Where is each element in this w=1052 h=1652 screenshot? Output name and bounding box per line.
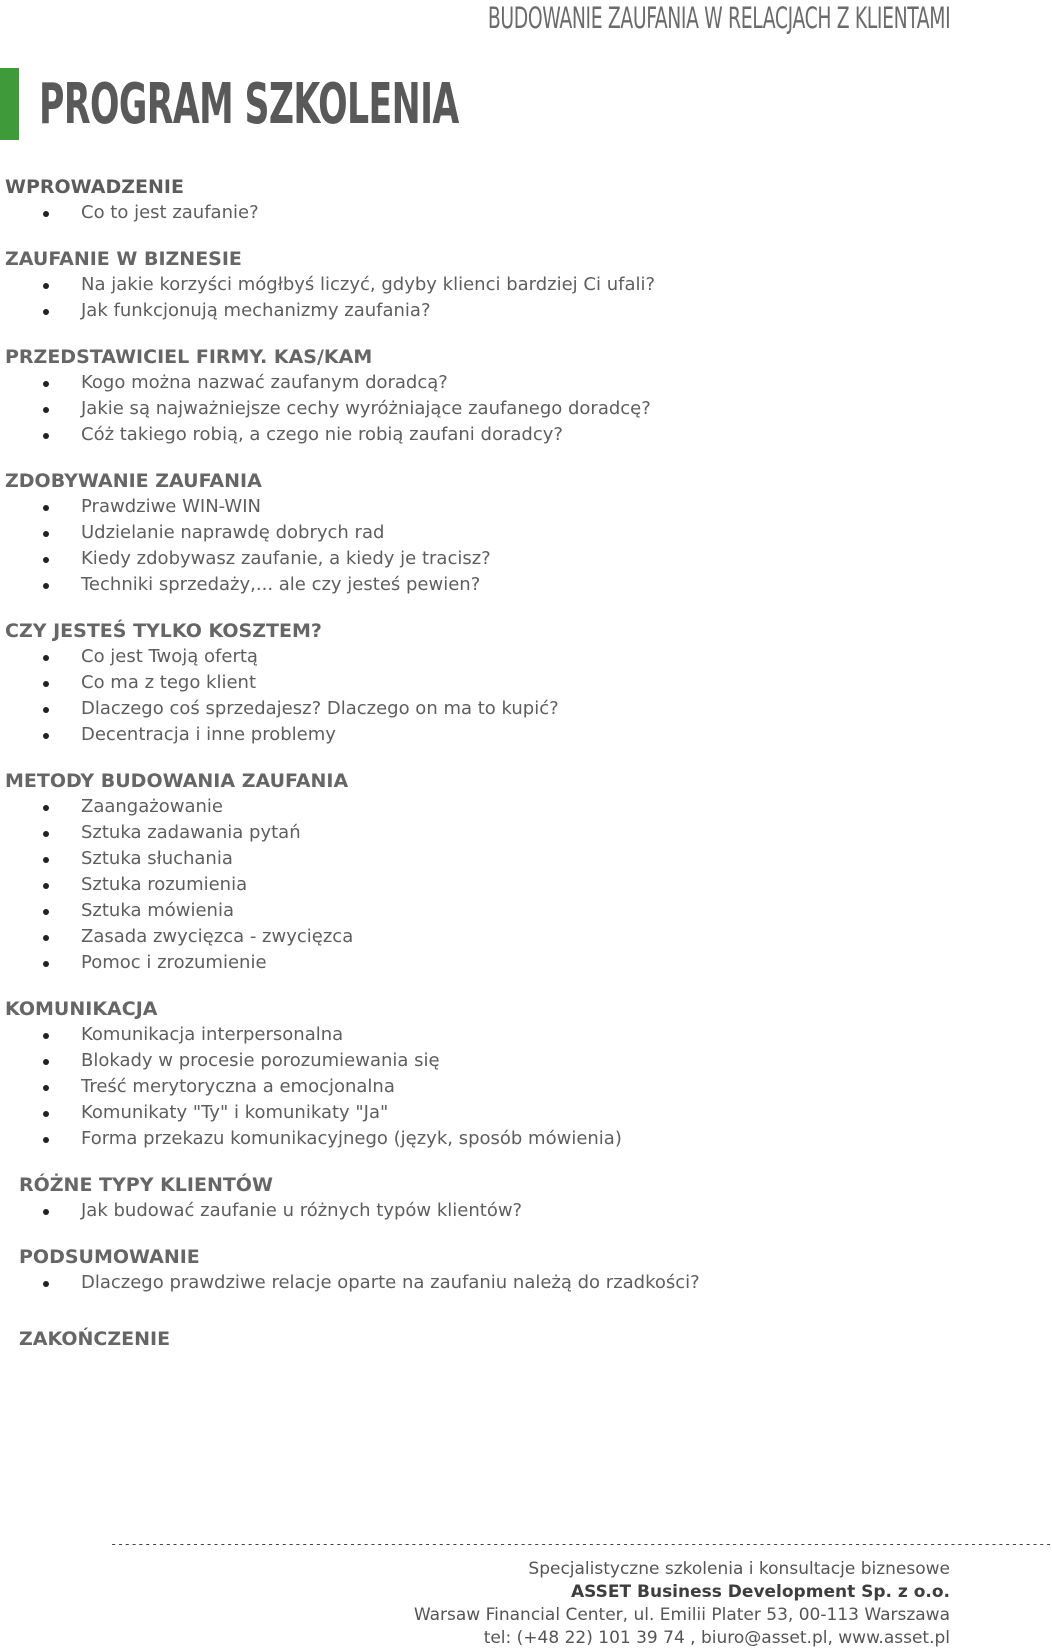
bullet-icon	[43, 1209, 49, 1215]
bullet-icon	[43, 583, 49, 589]
list-item-text: Forma przekazu komunikacyjnego (język, sposób mówienia)	[81, 1128, 622, 1149]
list-item	[5, 696, 945, 722]
list-item	[5, 422, 945, 448]
section-title: CZY JESTEŚ TYLKO KOSZTEM?	[5, 620, 322, 642]
list-item	[5, 1126, 945, 1152]
list-item	[5, 1100, 945, 1126]
bullet-icon	[43, 531, 49, 537]
program-content	[5, 174, 945, 1372]
bullet-icon	[43, 733, 49, 739]
list-item	[5, 644, 945, 670]
list-item	[5, 396, 945, 422]
bullet-icon	[43, 1111, 49, 1117]
list-item-text: Jakie są najważniejsze cechy wyróżniające zaufanego doradcę?	[81, 398, 651, 419]
section-title: METODY BUDOWANIA ZAUFANIA	[5, 770, 349, 792]
footer-tagline: Specjalistyczne szkolenia i konsultacje biznesowe	[528, 1559, 950, 1579]
section-komunikacja	[5, 996, 945, 1152]
list-item	[5, 370, 945, 396]
list-item-text: Kogo można nazwać zaufanym doradcą?	[81, 372, 448, 393]
list-item-text: Zaangażowanie	[81, 796, 223, 817]
list-item-text: Treść merytoryczna a emocjonalna	[81, 1076, 395, 1097]
list-item	[5, 924, 945, 950]
list-item-text: Co ma z tego klient	[81, 672, 257, 693]
section-items	[19, 1198, 945, 1224]
section-title: ZAKOŃCZENIE	[19, 1328, 171, 1350]
bullet-icon	[43, 707, 49, 713]
bullet-icon	[43, 909, 49, 915]
section-items	[5, 494, 945, 598]
section-wprowadzenie	[5, 174, 945, 226]
list-item	[5, 520, 945, 546]
list-item-text: Komunikaty "Ty" i komunikaty "Ja"	[81, 1102, 389, 1123]
section-items	[5, 644, 945, 748]
list-item	[5, 546, 945, 572]
bullet-icon	[43, 309, 49, 315]
section-title: WPROWADZENIE	[5, 176, 184, 198]
bullet-icon	[43, 883, 49, 889]
section-items	[5, 794, 945, 976]
list-item	[19, 1198, 945, 1224]
section-rozne-typy-klientow	[5, 1172, 945, 1224]
section-items	[5, 272, 945, 324]
list-item	[5, 846, 945, 872]
list-item-text: Dlaczego prawdziwe relacje oparte na zaufaniu należą do rzadkości?	[81, 1272, 700, 1293]
section-zaufanie-w-biznesie	[5, 246, 945, 324]
list-item-text: Na jakie korzyści mógłbyś liczyć, gdyby klienci bardziej Ci ufali?	[81, 274, 656, 295]
list-item	[5, 950, 945, 976]
bullet-icon	[43, 935, 49, 941]
bullet-icon	[43, 805, 49, 811]
bullet-icon	[43, 1281, 49, 1287]
list-item	[5, 1074, 945, 1100]
section-title: PODSUMOWANIE	[19, 1246, 200, 1268]
footer-address: Warsaw Financial Center, ul. Emilii Plater 53, 00-113 Warszawa	[413, 1605, 950, 1625]
list-item-text: Decentracja i inne problemy	[81, 724, 336, 745]
list-item-text: Zasada zwycięzca - zwycięzca	[81, 926, 354, 947]
section-title: KOMUNIKACJA	[5, 998, 158, 1020]
list-item-text: Komunikacja interpersonalna	[81, 1024, 344, 1045]
bullet-icon	[43, 505, 49, 511]
bullet-icon	[43, 961, 49, 967]
list-item-text: Udzielanie naprawdę dobrych rad	[81, 522, 385, 543]
bullet-icon	[43, 557, 49, 563]
list-item-text: Jak funkcjonują mechanizmy zaufania?	[81, 300, 431, 321]
list-item	[5, 670, 945, 696]
section-items	[5, 370, 945, 448]
section-podsumowanie	[5, 1244, 945, 1296]
list-item	[5, 200, 945, 226]
list-item	[5, 272, 945, 298]
bullet-icon	[43, 681, 49, 687]
bullet-icon	[43, 1137, 49, 1143]
bullet-icon	[43, 433, 49, 439]
list-item-text: Sztuka słuchania	[81, 848, 233, 869]
section-title: ZDOBYWANIE ZAUFANIA	[5, 470, 262, 492]
list-item	[5, 1022, 945, 1048]
list-item	[19, 1270, 945, 1296]
section-przedstawiciel-firmy	[5, 344, 945, 448]
bullet-icon	[43, 655, 49, 661]
bullet-icon	[43, 1033, 49, 1039]
list-item-text: Prawdziwe WIN-WIN	[81, 496, 261, 517]
footer-divider: ------------------------------------------------------------------------------------------------------------------------------------------	[110, 1537, 1052, 1551]
list-item-text: Co to jest zaufanie?	[81, 202, 259, 223]
section-title: PRZEDSTAWICIEL FIRMY. KAS/KAM	[5, 346, 373, 368]
bullet-icon	[43, 857, 49, 863]
list-item	[5, 572, 945, 598]
bullet-icon	[43, 831, 49, 837]
list-item-text: Sztuka rozumienia	[81, 874, 248, 895]
document-header-title: BUDOWANIE ZAUFANIA W RELACJACH Z KLIENTAMI	[487, 1, 950, 35]
list-item	[5, 872, 945, 898]
list-item-text: Blokady w procesie porozumiewania się	[81, 1050, 440, 1071]
list-item-text: Co jest Twoją ofertą	[81, 646, 258, 667]
list-item-text: Cóż takiego robią, a czego nie robią zaufani doradcy?	[81, 424, 563, 445]
bullet-icon	[43, 211, 49, 217]
footer-contact: tel: (+48 22) 101 39 74 , biuro@asset.pl, www.asset.pl	[483, 1628, 950, 1648]
footer-company: ASSET Business Development Sp. z o.o.	[571, 1582, 950, 1602]
bullet-icon	[43, 407, 49, 413]
section-items	[19, 1270, 945, 1296]
section-title: ZAUFANIE W BIZNESIE	[5, 248, 242, 270]
list-item	[5, 794, 945, 820]
bullet-icon	[43, 1059, 49, 1065]
list-item-text: Sztuka mówienia	[81, 900, 234, 921]
list-item-text: Dlaczego coś sprzedajesz? Dlaczego on ma to kupić?	[81, 698, 559, 719]
section-czy-jestes-tylko-kosztem	[5, 618, 945, 748]
page-title: PROGRAM SZKOLENIA	[39, 71, 459, 137]
bullet-icon	[43, 381, 49, 387]
list-item-text: Jak budować zaufanie u różnych typów klientów?	[81, 1200, 523, 1221]
section-metody-budowania-zaufania	[5, 768, 945, 976]
page-footer	[0, 1536, 1052, 1650]
section-items	[5, 200, 945, 226]
list-item	[5, 898, 945, 924]
list-item-text: Kiedy zdobywasz zaufanie, a kiedy je tracisz?	[81, 548, 491, 569]
section-zakonczenie	[5, 1326, 945, 1352]
bullet-icon	[43, 283, 49, 289]
list-item-text: Techniki sprzedaży,... ale czy jesteś pewien?	[81, 574, 481, 595]
list-item	[5, 820, 945, 846]
list-item-text: Sztuka zadawania pytań	[81, 822, 301, 843]
section-zdobywanie-zaufania	[5, 468, 945, 598]
section-items	[5, 1022, 945, 1152]
list-item	[5, 494, 945, 520]
list-item-text: Pomoc i zrozumienie	[81, 952, 267, 973]
accent-bar	[0, 68, 19, 140]
list-item	[5, 722, 945, 748]
bullet-icon	[43, 1085, 49, 1091]
list-item	[5, 298, 945, 324]
list-item	[5, 1048, 945, 1074]
section-title: RÓŻNE TYPY KLIENTÓW	[19, 1174, 273, 1196]
page-title-block	[0, 68, 716, 140]
